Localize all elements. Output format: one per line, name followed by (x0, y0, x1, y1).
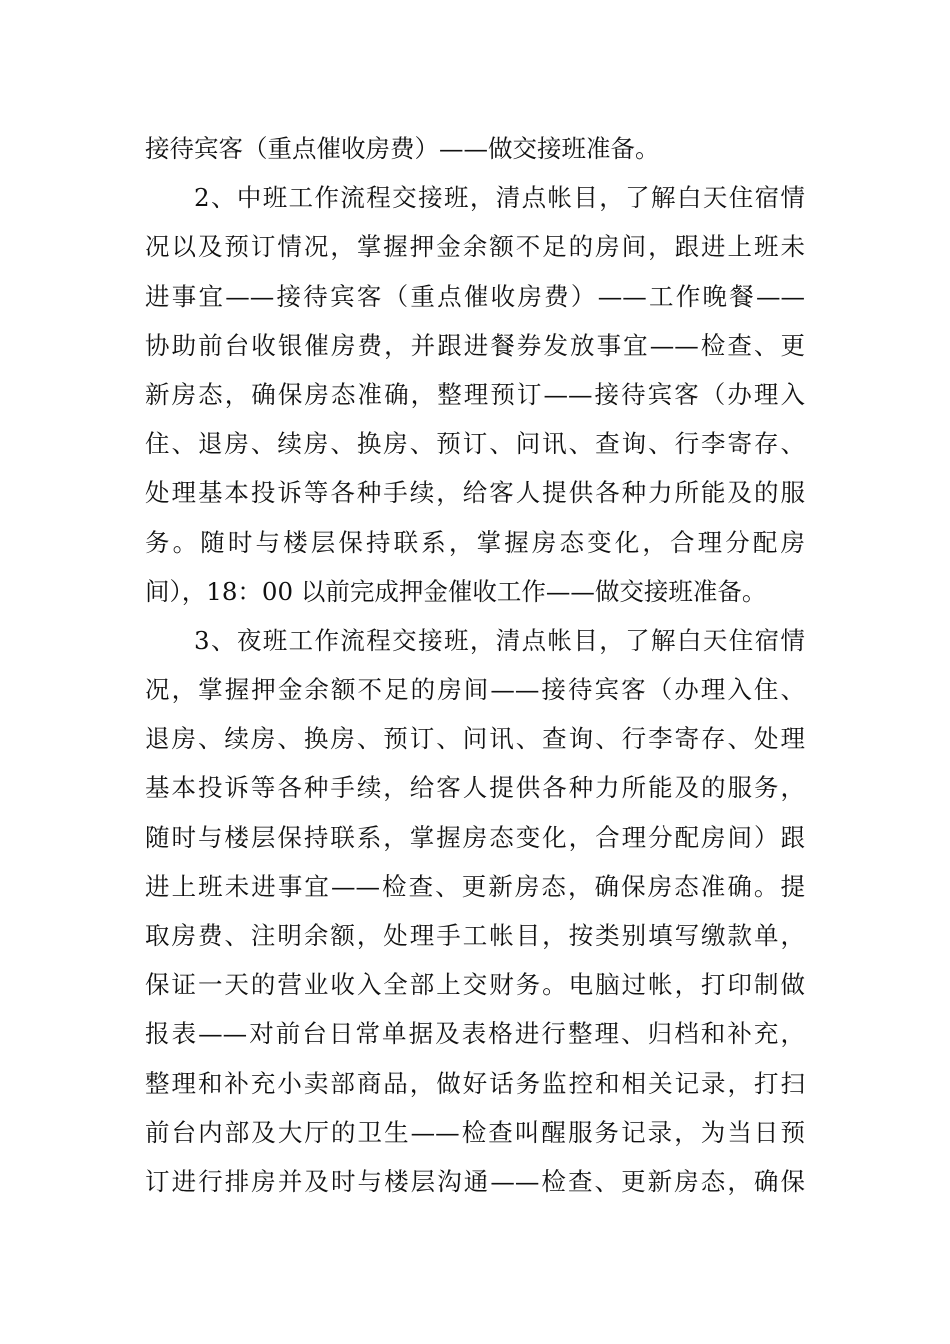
text-line: 前台内部及大厅的卫生——检查叫醒服务记录，为当日预 (145, 1117, 805, 1147)
text-line: 随时与楼层保持联系，掌握房态变化，合理分配房间）跟 (145, 822, 805, 852)
body-text (145, 124, 805, 1206)
text-line: 整理和补充小卖部商品，做好话务监控和相关记录，打扫 (145, 1068, 805, 1098)
text-line: 3、夜班工作流程交接班，清点帐目，了解白天住宿情 (194, 625, 805, 655)
text-line: 基本投诉等各种手续，给客人提供各种力所能及的服务， (145, 773, 805, 803)
text-line: 新房态，确保房态准确，整理预订——接待宾客（办理入 (145, 379, 805, 409)
text-line: 报表——对前台日常单据及表格进行整理、归档和补充， (145, 1019, 805, 1049)
text-line: 保证一天的营业收入全部上交财务。电脑过帐，打印制做 (145, 970, 805, 1000)
text-line: 取房费、注明余额，处理手工帐目，按类别填写缴款单， (145, 921, 805, 950)
text-line: 进上班未进事宜——检查、更新房态，确保房态准确。提 (145, 871, 805, 901)
text-line: 务。随时与楼层保持联系，掌握房态变化，合理分配房 (145, 527, 805, 557)
text-line: 进事宜——接待宾客（重点催收房费）——工作晚餐—— (145, 281, 805, 311)
text-line: 退房、续房、换房、预订、问讯、查询、行李寄存、处理 (145, 724, 805, 754)
text-line: 间），18：00 以前完成押金催收工作——做交接班准备。 (145, 576, 767, 606)
text-line: 住、退房、续房、换房、预订、问讯、查询、行李寄存、 (145, 429, 805, 459)
text-line: 处理基本投诉等各种手续，给客人提供各种力所能及的服 (145, 478, 805, 508)
text-line: 协助前台收银催房费，并跟进餐券发放事宜——检查、更 (145, 330, 805, 360)
text-line: 况以及预订情况，掌握押金余额不足的房间，跟进上班未 (145, 232, 805, 262)
text-line: 订进行排房并及时与楼层沟通——检查、更新房态，确保 (145, 1166, 805, 1196)
text-line: 况，掌握押金余额不足的房间——接待宾客（办理入住、 (145, 675, 805, 705)
text-line: 2、中班工作流程交接班，清点帐目，了解白天住宿情 (194, 183, 805, 213)
text-line: 接待宾客（重点催收房费）——做交接班准备。 (145, 134, 660, 163)
